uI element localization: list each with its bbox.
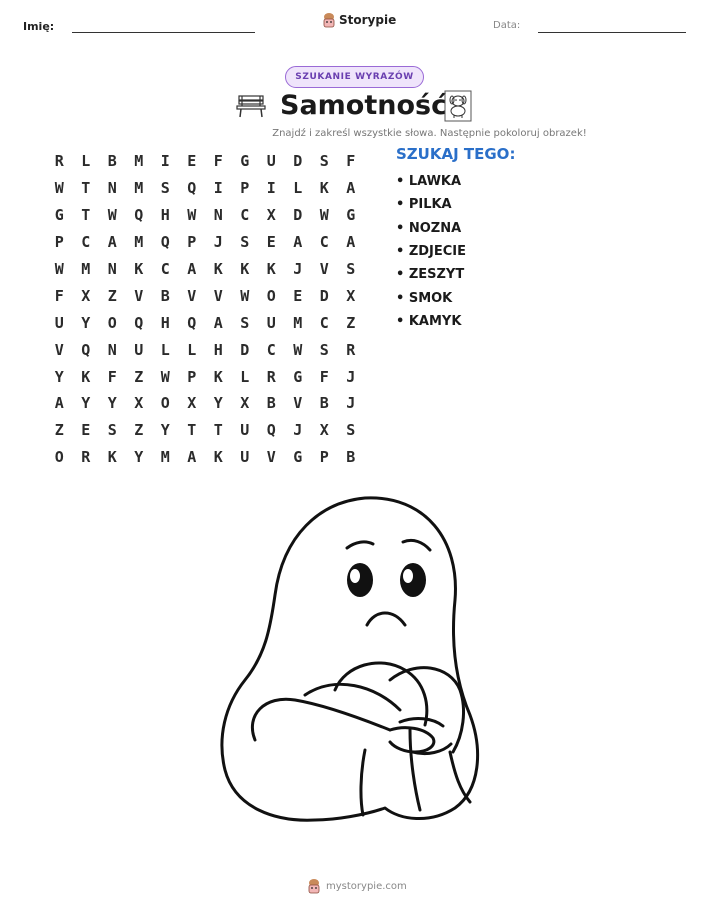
- grid-letter: U: [240, 421, 250, 440]
- grid-letter: Y: [81, 394, 91, 413]
- grid-letter: R: [266, 367, 276, 386]
- grid-letter: E: [266, 233, 276, 252]
- grid-letter: X: [187, 394, 197, 413]
- grid-letter: L: [160, 340, 170, 359]
- grid-letter: W: [240, 286, 250, 305]
- date-line: [538, 32, 686, 33]
- grid-letter: C: [266, 340, 276, 359]
- grid-letter: V: [213, 286, 223, 305]
- grid-letter: Q: [134, 206, 144, 225]
- grid-letter: C: [319, 313, 329, 332]
- grid-letter: N: [107, 340, 117, 359]
- grid-letter: P: [319, 448, 329, 467]
- word-list-item: • LAWKA: [396, 174, 462, 190]
- grid-row: [46, 390, 364, 417]
- grid-letter: U: [266, 313, 276, 332]
- grid-letter: V: [319, 260, 329, 278]
- grid-letter: I: [266, 179, 276, 198]
- grid-row: [46, 336, 364, 363]
- grid-letter: S: [346, 421, 356, 440]
- brand-name: Storypie: [339, 13, 397, 27]
- grid-letter: W: [293, 340, 303, 359]
- grid-letter: K: [319, 179, 329, 198]
- grid-letter: F: [213, 152, 223, 171]
- grid-letter: X: [319, 421, 329, 440]
- grid-letter: Z: [107, 286, 117, 305]
- grid-row: [46, 148, 364, 175]
- grid-letter: K: [107, 448, 117, 467]
- grid-letter: A: [293, 233, 303, 252]
- word-list-item: • ZESZYT: [396, 267, 465, 283]
- grid-letter: B: [160, 286, 170, 305]
- grid-letter: T: [187, 421, 197, 440]
- grid-letter: Q: [266, 421, 276, 440]
- grid-row: [46, 282, 364, 309]
- grid-letter: K: [213, 367, 223, 386]
- grid-letter: C: [81, 233, 91, 252]
- grid-letter: S: [240, 313, 250, 332]
- grid-letter: N: [213, 206, 223, 225]
- grid-letter: P: [54, 233, 64, 252]
- date-label: Data:: [493, 20, 521, 31]
- grid-letter: H: [213, 340, 223, 359]
- grid-letter: D: [293, 206, 303, 225]
- instructions: Znajdź i zakreśl wszystkie słowa. Następnie pokoloruj obrazek!: [272, 128, 587, 139]
- grid-letter: Q: [81, 340, 91, 359]
- worksheet-type-badge: SZUKANIE WYRAZÓW: [285, 66, 424, 88]
- grid-letter: T: [81, 179, 91, 198]
- grid-letter: G: [346, 206, 356, 225]
- grid-letter: E: [293, 286, 303, 305]
- page-title: Samotność: [280, 90, 448, 121]
- grid-letter: A: [187, 448, 197, 467]
- grid-letter: A: [54, 394, 64, 413]
- grid-letter: S: [160, 179, 170, 198]
- grid-letter: M: [134, 179, 144, 198]
- grid-letter: Y: [160, 421, 170, 440]
- grid-letter: V: [266, 448, 276, 467]
- dog-icon: [444, 90, 472, 122]
- grid-letter: Y: [134, 448, 144, 467]
- storypie-logo-icon: [307, 878, 321, 894]
- grid-letter: F: [54, 286, 64, 305]
- grid-letter: M: [160, 448, 170, 467]
- grid-letter: X: [346, 286, 356, 305]
- grid-letter: W: [54, 260, 64, 278]
- grid-letter: L: [240, 367, 250, 386]
- grid-letter: M: [81, 260, 91, 278]
- storypie-logo-icon: [322, 12, 336, 28]
- grid-letter: O: [54, 448, 64, 467]
- grid-letter: C: [160, 260, 170, 278]
- grid-letter: X: [134, 394, 144, 413]
- word-list-item: • ZDJECIE: [396, 244, 467, 260]
- grid-letter: D: [293, 152, 303, 171]
- grid-letter: B: [266, 394, 276, 413]
- grid-letter: R: [81, 448, 91, 467]
- grid-letter: K: [266, 260, 276, 278]
- grid-letter: V: [187, 286, 197, 305]
- grid-row: [46, 417, 364, 444]
- grid-letter: W: [107, 206, 117, 225]
- grid-letter: O: [107, 313, 117, 332]
- grid-letter: W: [160, 367, 170, 386]
- grid-letter: C: [240, 206, 250, 225]
- grid-letter: J: [293, 421, 303, 440]
- grid-letter: A: [346, 179, 356, 198]
- word-search-grid: [46, 148, 364, 471]
- grid-letter: R: [346, 340, 356, 359]
- grid-letter: V: [293, 394, 303, 413]
- grid-letter: H: [160, 206, 170, 225]
- grid-letter: I: [160, 152, 170, 171]
- name-label: Imię:: [23, 20, 55, 33]
- grid-letter: J: [346, 394, 356, 413]
- grid-letter: Q: [134, 313, 144, 332]
- grid-row: [46, 363, 364, 390]
- grid-letter: Q: [160, 233, 170, 252]
- grid-letter: L: [187, 340, 197, 359]
- grid-letter: A: [346, 233, 356, 252]
- grid-letter: U: [54, 313, 64, 332]
- grid-letter: U: [266, 152, 276, 171]
- grid-letter: G: [54, 206, 64, 225]
- grid-letter: K: [134, 260, 144, 278]
- grid-letter: O: [160, 394, 170, 413]
- grid-letter: N: [107, 179, 117, 198]
- grid-letter: Y: [81, 313, 91, 332]
- grid-letter: U: [240, 448, 250, 467]
- word-list-item: • SMOK: [396, 290, 453, 306]
- grid-letter: P: [240, 179, 250, 198]
- word-list-item: • PILKA: [396, 197, 452, 213]
- grid-letter: G: [240, 152, 250, 171]
- grid-row: [46, 256, 364, 283]
- grid-letter: B: [107, 152, 117, 171]
- bench-icon: [236, 93, 266, 119]
- grid-letter: S: [240, 233, 250, 252]
- grid-letter: E: [187, 152, 197, 171]
- grid-letter: H: [160, 313, 170, 332]
- word-list-item: • KAMYK: [396, 313, 462, 329]
- grid-letter: D: [240, 340, 250, 359]
- word-list: [396, 170, 466, 333]
- grid-letter: W: [319, 206, 329, 225]
- grid-letter: S: [107, 421, 117, 440]
- grid-letter: G: [293, 448, 303, 467]
- grid-letter: A: [213, 313, 223, 332]
- grid-letter: C: [319, 233, 329, 252]
- grid-letter: U: [134, 340, 144, 359]
- grid-letter: M: [134, 152, 144, 171]
- grid-letter: S: [319, 152, 329, 171]
- grid-letter: Z: [134, 367, 144, 386]
- grid-letter: R: [54, 152, 64, 171]
- grid-letter: G: [293, 367, 303, 386]
- grid-letter: W: [187, 206, 197, 225]
- grid-letter: X: [266, 206, 276, 225]
- grid-letter: K: [213, 448, 223, 467]
- grid-letter: V: [134, 286, 144, 305]
- grid-row: [46, 309, 364, 336]
- grid-letter: L: [81, 152, 91, 171]
- grid-letter: S: [346, 260, 356, 278]
- grid-letter: J: [346, 367, 356, 386]
- grid-letter: I: [213, 179, 223, 198]
- grid-row: [46, 202, 364, 229]
- grid-letter: Y: [54, 367, 64, 386]
- grid-letter: M: [293, 313, 303, 332]
- grid-letter: E: [81, 421, 91, 440]
- grid-row: [46, 229, 364, 256]
- grid-letter: Z: [346, 313, 356, 332]
- grid-letter: Q: [187, 313, 197, 332]
- footer: [307, 878, 407, 894]
- grid-letter: A: [187, 260, 197, 278]
- grid-letter: F: [346, 152, 356, 171]
- grid-letter: D: [319, 286, 329, 305]
- grid-letter: W: [54, 179, 64, 198]
- sad-character-illustration: [215, 490, 505, 850]
- grid-letter: B: [319, 394, 329, 413]
- grid-letter: F: [319, 367, 329, 386]
- grid-letter: Y: [213, 394, 223, 413]
- grid-letter: Q: [187, 179, 197, 198]
- grid-letter: P: [187, 233, 197, 252]
- grid-letter: F: [107, 367, 117, 386]
- name-line: [72, 32, 255, 33]
- grid-letter: B: [346, 448, 356, 467]
- grid-letter: M: [134, 233, 144, 252]
- grid-letter: T: [81, 206, 91, 225]
- grid-letter: O: [266, 286, 276, 305]
- grid-letter: K: [81, 367, 91, 386]
- grid-letter: Y: [107, 394, 117, 413]
- grid-letter: P: [187, 367, 197, 386]
- grid-letter: N: [107, 260, 117, 278]
- grid-letter: J: [213, 233, 223, 252]
- grid-letter: X: [240, 394, 250, 413]
- word-list-item: • NOZNA: [396, 220, 462, 236]
- grid-letter: L: [293, 179, 303, 198]
- word-list-title: SZUKAJ TEGO:: [396, 145, 516, 163]
- grid-letter: V: [54, 340, 64, 359]
- grid-letter: A: [107, 233, 117, 252]
- grid-letter: X: [81, 286, 91, 305]
- grid-letter: Z: [134, 421, 144, 440]
- footer-url: mystorypie.com: [326, 880, 407, 892]
- grid-letter: K: [240, 260, 250, 278]
- grid-letter: Z: [54, 421, 64, 440]
- grid-row: [46, 175, 364, 202]
- grid-letter: S: [319, 340, 329, 359]
- grid-letter: K: [213, 260, 223, 278]
- grid-letter: T: [213, 421, 223, 440]
- grid-letter: J: [293, 260, 303, 278]
- grid-row: [46, 444, 364, 471]
- brand-logo: [322, 12, 396, 28]
